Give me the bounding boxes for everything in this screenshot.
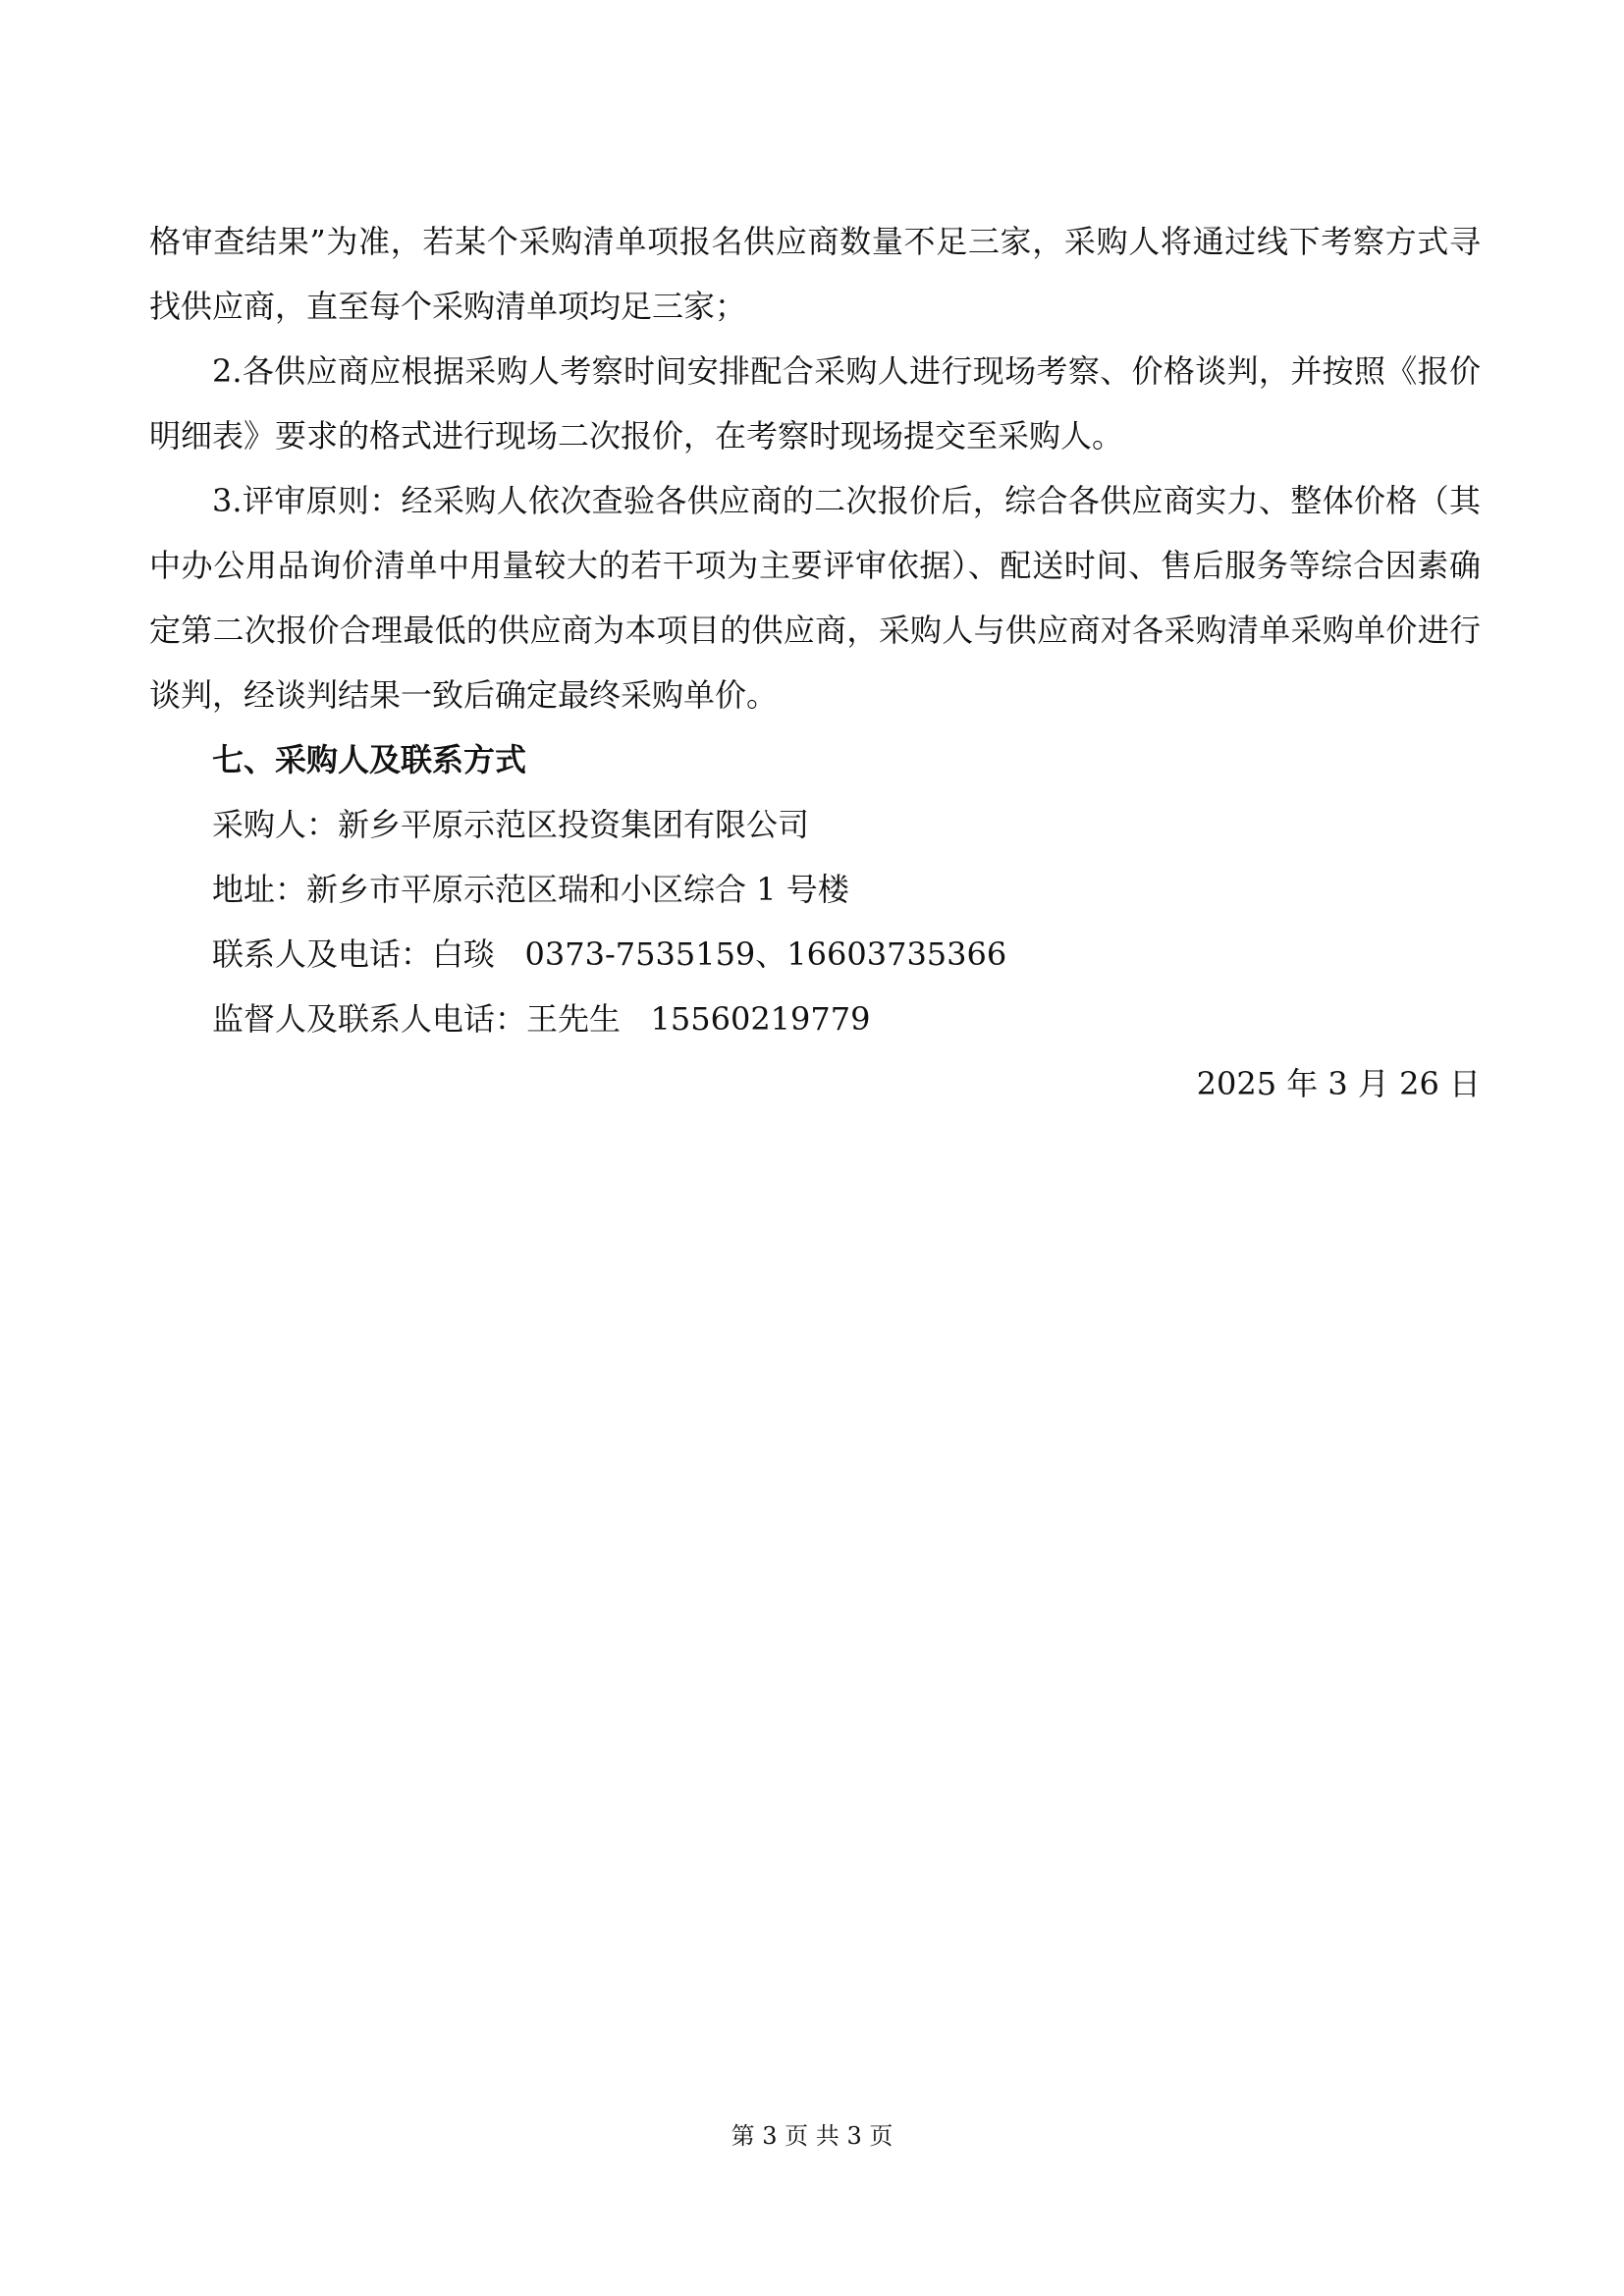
paragraph-item-3: 3.评审原则：经采购人依次查验各供应商的二次报价后，综合各供应商实力、整体价格（其中办公用品询价清单中用量较大的若干项为主要评审依据）、配送时间、售后服务等综合因素确定第二次报价合理最低的供应商为本项目的供应商，采购人与供应商对各采购清单采购单价进行谈判，经谈判结果一致后确定最终采购单价。 — [149, 482, 1481, 714]
document-date: 2025 年 3 月 26 日 — [1196, 1065, 1481, 1102]
contact-phone-line: 联系人及电话：白琰 0373-7535159、16603735366 — [212, 935, 1007, 973]
paragraph-continuation: 格审查结果”为准，若某个采购清单项报名供应商数量不足三家，采购人将通过线下考察方式寻找供应商，直至每个采购清单项均足三家； — [149, 223, 1481, 325]
purchaser-line: 采购人：新乡平原示范区投资集团有限公司 — [212, 806, 810, 843]
document-body — [149, 209, 1481, 1116]
paragraph-item-2: 2.各供应商应根据采购人考察时间安排配合采购人进行现场考察、价格谈判，并按照《报价明细表》要求的格式进行现场二次报价，在考察时现场提交至采购人。 — [149, 352, 1481, 454]
address-line: 地址：新乡市平原示范区瑞和小区综合 1 号楼 — [212, 871, 849, 908]
supervisor-phone-line: 监督人及联系人电话：王先生 15560219779 — [212, 1000, 871, 1038]
section-heading: 七、采购人及联系方式 — [212, 741, 527, 778]
page-footer: 第 3 页 共 3 页 — [731, 2122, 893, 2150]
